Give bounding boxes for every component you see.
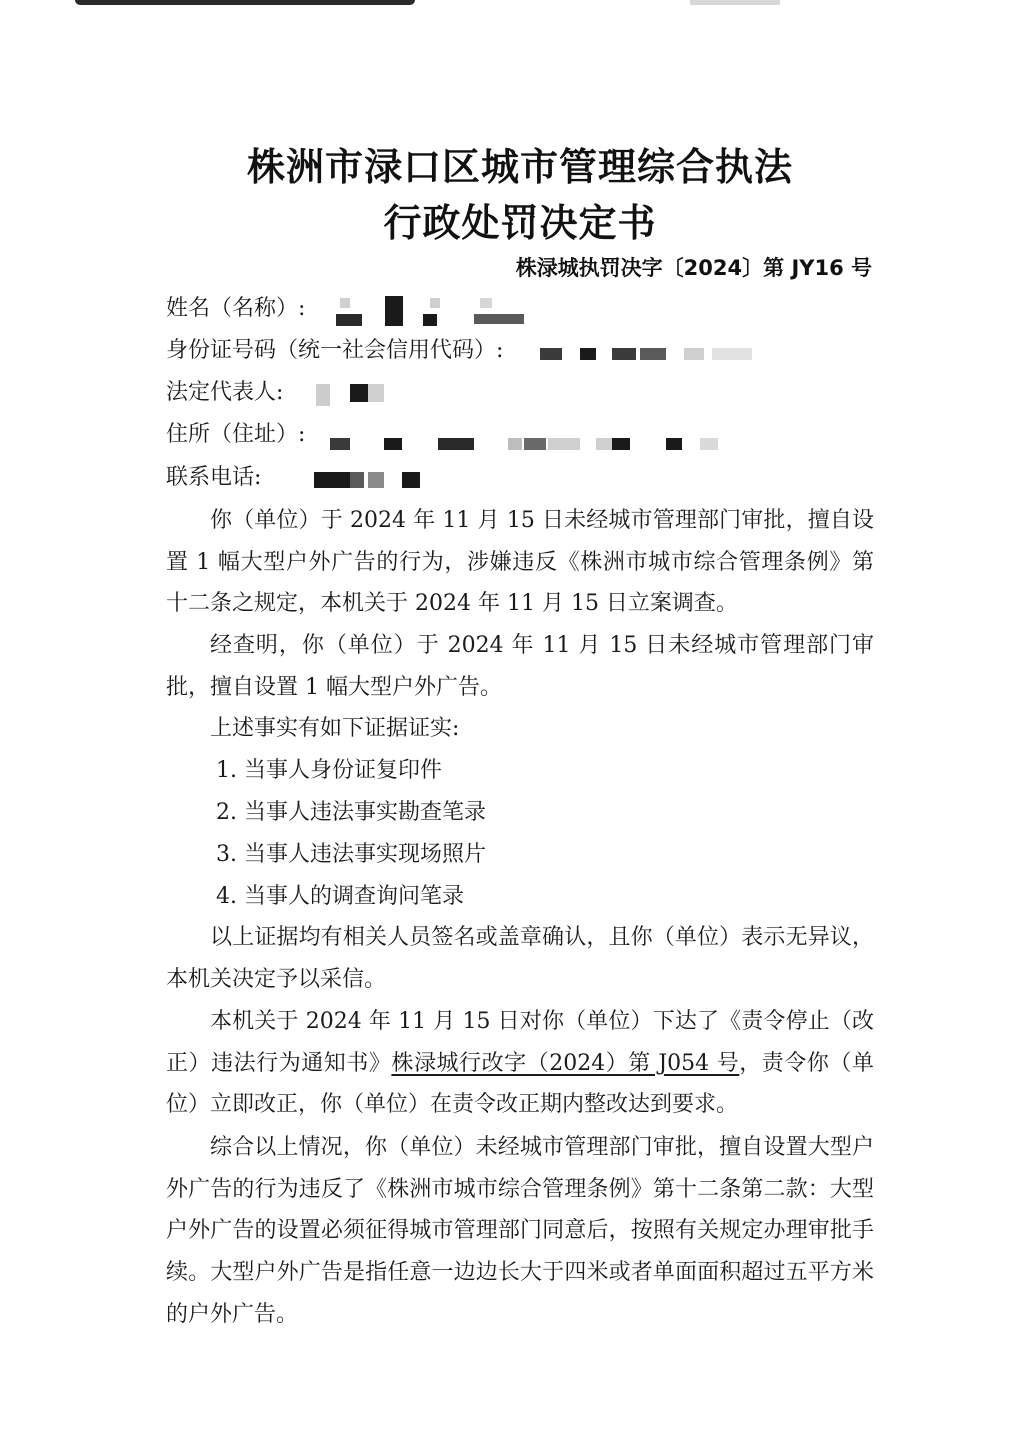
evidence-item: 2. 当事人违法事实勘查笔录 (216, 800, 486, 825)
scan-edge-shade (690, 0, 780, 5)
document-title-line1: 株洲市渌口区城市管理综合执法 (246, 145, 793, 189)
correction-notice-text-end: ，责令你（单位）立即改正，你（单位）在责令改正期内整改达到要求。 (166, 1050, 874, 1118)
paragraph-case-filing: 你（单位）于 2024 年 11 月 15 日未经城市管理部门审批，擅自设置 1 幅大型户外广告的行为，涉嫌违反《株洲市城市综合管理条例》第十二条之规定，本机关于 2024 年 11 月 15 日立案调查。 (166, 508, 874, 617)
paragraph-findings: 经查明，你（单位）于 2024 年 11 月 15 日未经城市管理部门审批，擅自设置 1 幅大型户外广告。 (166, 633, 874, 700)
legal-representative-label: 法定代表人: (166, 380, 284, 405)
name-label: 姓名（名称）: (166, 296, 306, 321)
paragraph-correction-notice (166, 1001, 874, 1126)
evidence-item: 3. 当事人违法事实现场照片 (216, 842, 486, 867)
address-label: 住所（住址）: (166, 422, 306, 447)
correction-notice-text: 本机关于 2024 年 11 月 15 日对你（单位）下达了《责令停止（改正）违法行为通知书》 (166, 1009, 874, 1076)
correction-notice-reference: 株渌城行改字（2024）第 J054 号 (391, 1050, 740, 1076)
phone-label: 联系电话: (166, 465, 262, 490)
evidence-item: 1. 当事人身份证复印件 (216, 758, 442, 783)
document-title-line2: 行政处罚决定书 (383, 201, 657, 245)
paragraph-evidence-confirmation: 以上证据均有相关人员签名或盖章确认，且你（单位）表示无异议，本机关决定予以采信。 (166, 925, 874, 992)
scan-edge-mark (75, 0, 415, 5)
paragraph-evidence-intro: 上述事实有如下证据证实: (210, 716, 460, 741)
paragraph-legal-basis: 综合以上情况，你（单位）未经城市管理部门审批，擅自设置大型户外广告的行为违反了《株洲市城市综合管理条例》第十二条第二款：大型户外广告的设置必须征得城市管理部门同意后，按照有关规定办理审批手续。大型户外广告是指任意一边边长大于四米或者单面面积超过五平方米的户外广告。 (166, 1135, 874, 1327)
evidence-item: 4. 当事人的调查询问笔录 (216, 884, 464, 909)
document-number: 株渌城执罚决字〔2024〕第 JY16 号 (515, 256, 872, 280)
id-number-label: 身份证号码（统一社会信用代码）: (166, 338, 504, 363)
